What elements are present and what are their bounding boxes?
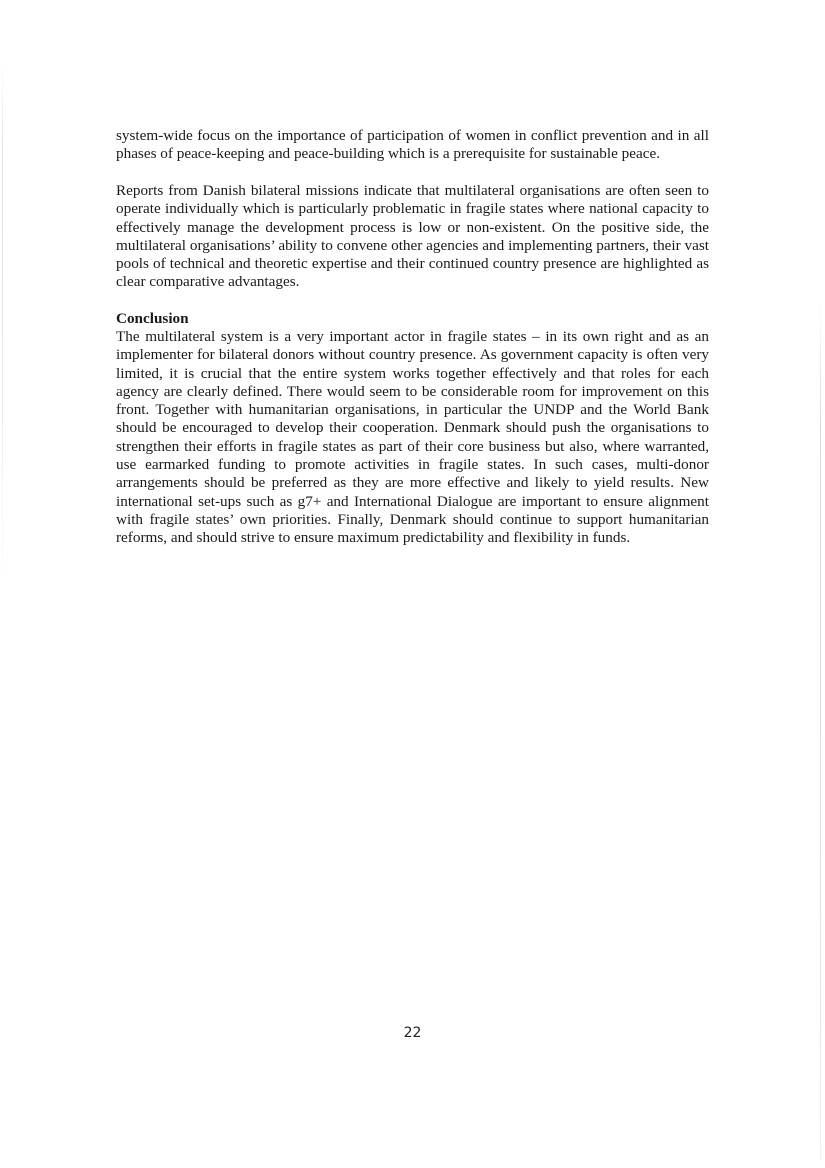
paragraph-conclusion: The multilateral system is a very important actor in fragile states – in its own right and as an implementer for bilateral donors without country presence. As government capacity is often very limited, it is crucial that the entire system works together effectively and that roles for each agency are clearly defined. There would seem to be considerable room for improvement on this front. Together with humanitarian organisations, in particular the UNDP and the World Bank should be encouraged to develop their cooperation. Denmark should push the organisations to strengthen their efforts in fragile states as part of their core business but also, where warranted, use earmarked funding to promote activities in fragile states. In such cases, multi-donor arrangements should be preferred as they are more effective and likely to yield results. New international set-ups such as g7+ and International Dialogue are important to ensure alignment with fragile states’ own priorities. Finally, Denmark should continue to support humanitarian reforms, and should strive to ensure maximum predictability and flexibility in funds. (116, 328, 709, 547)
scan-edge-left (2, 60, 3, 600)
page-number: 22 (403, 1025, 422, 1041)
conclusion-heading: Conclusion (116, 310, 189, 327)
paragraph-women-participation: system-wide focus on the importance of participation of women in conflict prevention and in all phases of peace-keeping and peace-building which is a prerequisite for sustainable peace. (116, 127, 709, 163)
paragraph-danish-missions: Reports from Danish bilateral missions indicate that multilateral organisations are often seen to operate individually which is particularly problematic in fragile states where national capacity to effectively manage the development process is low or non-existent. On the positive side, the multilateral organisations’ ability to convene other agencies and implementing partners, their vast pools of technical and theoretic expertise and their continued country presence are highlighted as clear comparative advantages. (116, 182, 709, 291)
